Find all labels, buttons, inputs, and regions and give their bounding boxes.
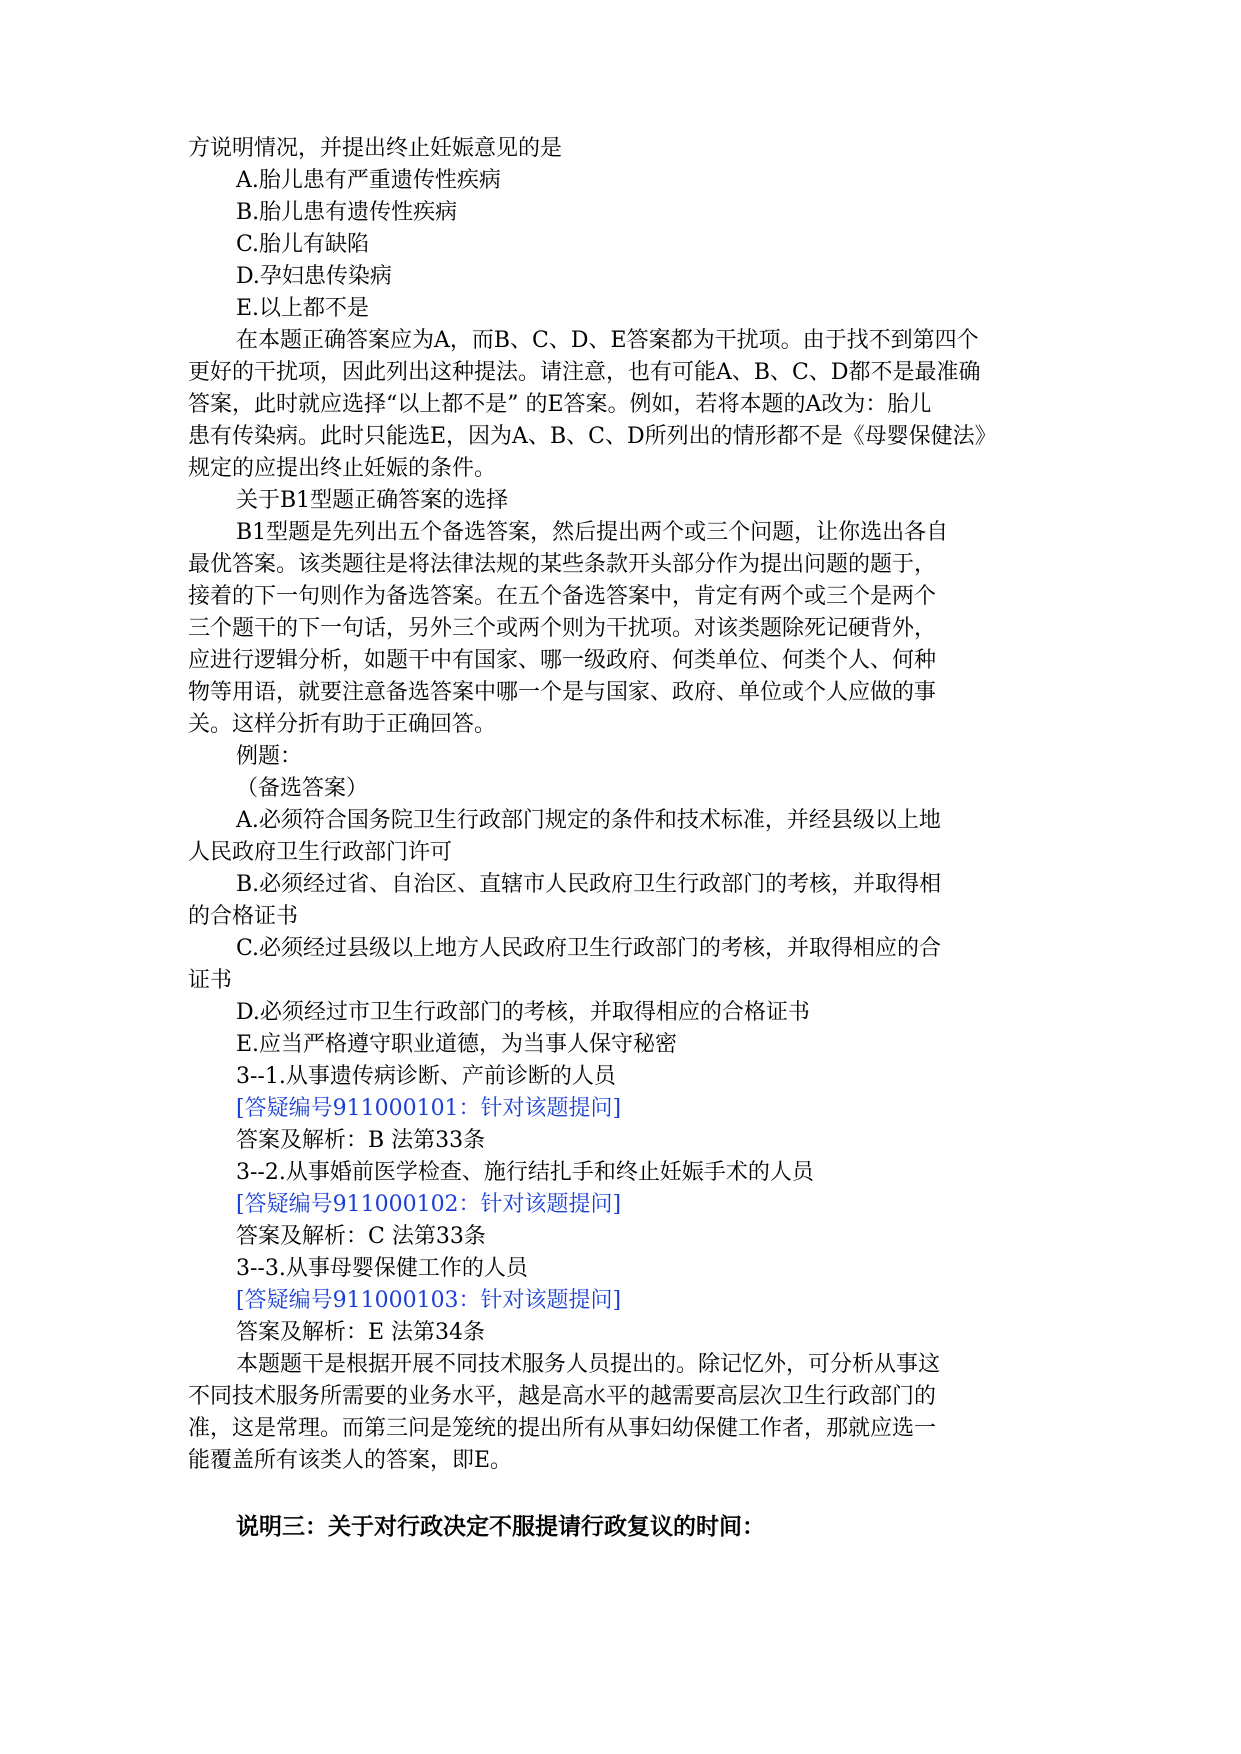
option-c: C.必须经过县级以上地方人民政府卫生行政部门的考核，并取得相应的合 bbox=[236, 936, 942, 961]
text-line: 关。这样分折有助于正确回答。 bbox=[188, 712, 497, 737]
question-3-2: 3--2.从事婚前医学检查、施行结扎手和终止妊娠手术的人员 bbox=[236, 1160, 814, 1185]
text-line: 的合格证书 bbox=[188, 904, 299, 929]
option-d: D.必须经过市卫生行政部门的考核，并取得相应的合格证书 bbox=[236, 1000, 810, 1025]
text-line: 人民政府卫生行政部门许可 bbox=[188, 840, 453, 865]
options-label: （备选答案） bbox=[236, 776, 369, 801]
option-a: A.胎儿患有严重遗传性疾病 bbox=[236, 168, 501, 193]
question-3-3: 3--3.从事母婴保健工作的人员 bbox=[236, 1256, 528, 1281]
text-line: 证书 bbox=[188, 968, 233, 993]
answer-line: 答案及解析：B 法第33条 bbox=[236, 1128, 486, 1153]
text-line: 规定的应提出终止妊娠的条件。 bbox=[188, 456, 497, 481]
text-line: 方说明情况，并提出终止妊娠意见的是 bbox=[188, 136, 563, 161]
text-line: 应进行逻辑分析，如题干中有国家、哪一级政府、何类单位、何类个人、何种 bbox=[188, 648, 937, 673]
text-line: 准，这是常理。而第三问是笼统的提出所有从事妇幼保健工作者，那就应选一 bbox=[188, 1416, 937, 1441]
ask-question-link[interactable]: [答疑编号911000103：针对该题提问] bbox=[236, 1288, 622, 1313]
option-e: E.应当严格遵守职业道德，为当事人保守秘密 bbox=[236, 1032, 678, 1057]
text-line: 在本题正确答案应为A，而B、C、D、E答案都为干扰项。由于找不到第四个 bbox=[236, 328, 979, 353]
text-line: B1型题是先列出五个备选答案，然后提出两个或三个问题，让你选出各自 bbox=[236, 520, 949, 545]
answer-line: 答案及解析：C 法第33条 bbox=[236, 1224, 486, 1249]
section-heading: 说明三：关于对行政决定不服提请行政复议的时间： bbox=[236, 1514, 765, 1540]
text-line: 物等用语，就要注意备选答案中哪一个是与国家、政府、单位或个人应做的事 bbox=[188, 680, 937, 705]
ask-question-link[interactable]: [答疑编号911000102：针对该题提问] bbox=[236, 1192, 622, 1217]
example-label: 例题： bbox=[236, 744, 303, 769]
text-line: 不同技术服务所需要的业务水平，越是高水平的越需要高层次卫生行政部门的 bbox=[188, 1384, 937, 1409]
text-line: 本题题干是根据开展不同技术服务人员提出的。除记忆外，可分析从事这 bbox=[236, 1352, 941, 1377]
section-subtitle: 关于B1型题正确答案的选择 bbox=[236, 488, 509, 513]
ask-question-link[interactable]: [答疑编号911000101：针对该题提问] bbox=[236, 1096, 622, 1121]
text-line: 患有传染病。此时只能选E，因为A、B、C、D所列出的情形都不是《母婴保健法》 bbox=[188, 424, 997, 449]
text-line: 答案，此时就应选择“以上都不是” 的E答案。例如，若将本题的A改为：胎儿 bbox=[188, 392, 932, 417]
option-c: C.胎儿有缺陷 bbox=[236, 232, 370, 257]
answer-line: 答案及解析：E 法第34条 bbox=[236, 1320, 486, 1345]
option-e: E.以上都不是 bbox=[236, 296, 370, 321]
text-line: 更好的干扰项，因此列出这种提法。请注意，也有可能A、B、C、D都不是最准确 bbox=[188, 360, 981, 385]
option-b: B.必须经过省、自治区、直辖市人民政府卫生行政部门的考核，并取得相 bbox=[236, 872, 942, 897]
option-a: A.必须符合国务院卫生行政部门规定的条件和技术标准，并经县级以上地 bbox=[236, 808, 941, 833]
text-line: 能覆盖所有该类人的答案，即E。 bbox=[188, 1448, 513, 1473]
option-d: D.孕妇患传染病 bbox=[236, 264, 392, 289]
question-3-1: 3--1.从事遗传病诊断、产前诊断的人员 bbox=[236, 1064, 616, 1089]
option-b: B.胎儿患有遗传性疾病 bbox=[236, 200, 458, 225]
text-line: 三个题干的下一句话，另外三个或两个则为干扰项。对该类题除死记硬背外， bbox=[188, 616, 937, 641]
text-line: 最优答案。该类题往是将法律法规的某些条款开头部分作为提出问题的题于， bbox=[188, 552, 937, 577]
text-line: 接着的下一句则作为备选答案。在五个备选答案中，肯定有两个或三个是两个 bbox=[188, 584, 937, 609]
